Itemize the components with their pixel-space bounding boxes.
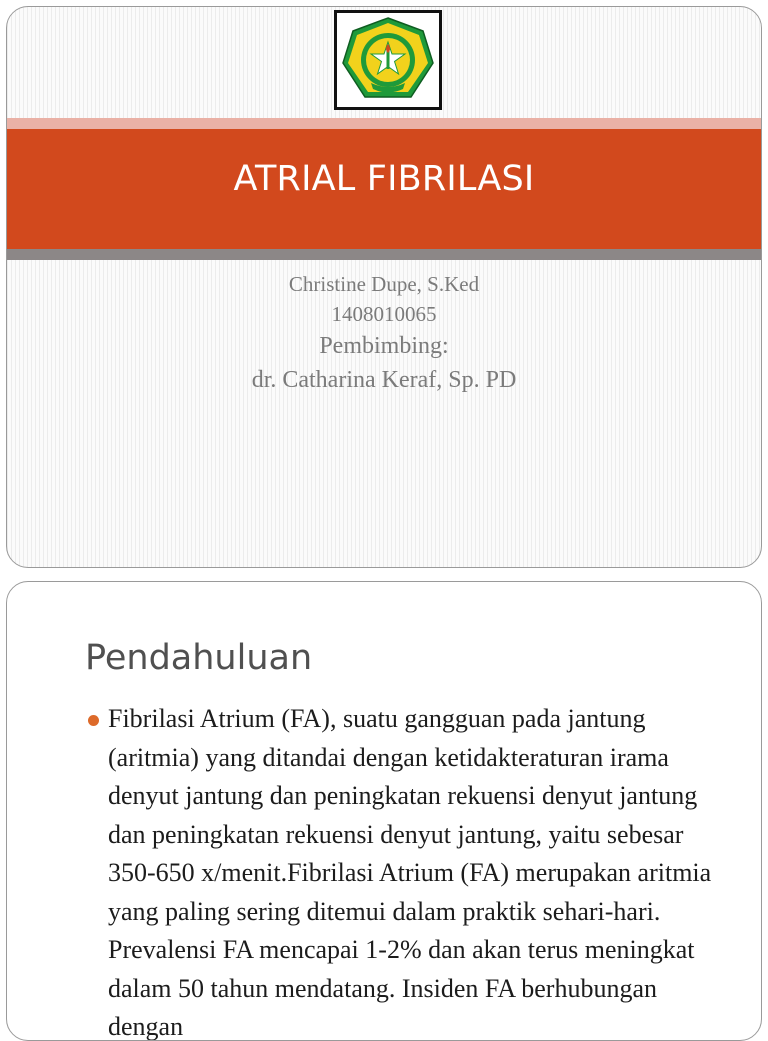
slide-title: ATRIAL FIBRILASI [233, 159, 535, 199]
list-item [87, 700, 715, 1041]
accent-band-top [7, 118, 761, 129]
section-heading: Pendahuluan [85, 638, 313, 678]
bullet-text: Fibrilasi Atrium (FA), suatu gangguan pada jantung (aritmia) yang ditandai dengan ketidakteraturan irama denyut jantung dan peningkatan rekuensi denyut jantung dan peningkatan rekuensi denyut jantung, yaitu sebesar 350-650 x/menit.Fibrilasi Atrium (FA) merupakan aritmia yang paling sering ditemui dalam praktik sehari-hari. Prevalensi FA mencapai 1-2% dan akan terus meningkat dalam 50 tahun mendatang. Insiden FA berhubungan dengan [108, 704, 712, 1041]
subtitle-block [7, 269, 761, 397]
accent-band-bottom [7, 249, 761, 260]
university-crest-icon [337, 13, 439, 107]
student-id: 1408010065 [331, 302, 437, 326]
bullet-list [87, 700, 715, 1041]
university-logo [334, 10, 442, 110]
content-slide [6, 581, 762, 1041]
author-name: Christine Dupe, S.Ked [288, 272, 480, 296]
title-band [7, 129, 761, 249]
advisor-label: Pembimbing: [319, 333, 449, 359]
advisor-name: dr. Catharina Keraf, Sp. PD [251, 367, 517, 393]
title-slide [6, 6, 762, 568]
bullet-icon [88, 715, 99, 726]
